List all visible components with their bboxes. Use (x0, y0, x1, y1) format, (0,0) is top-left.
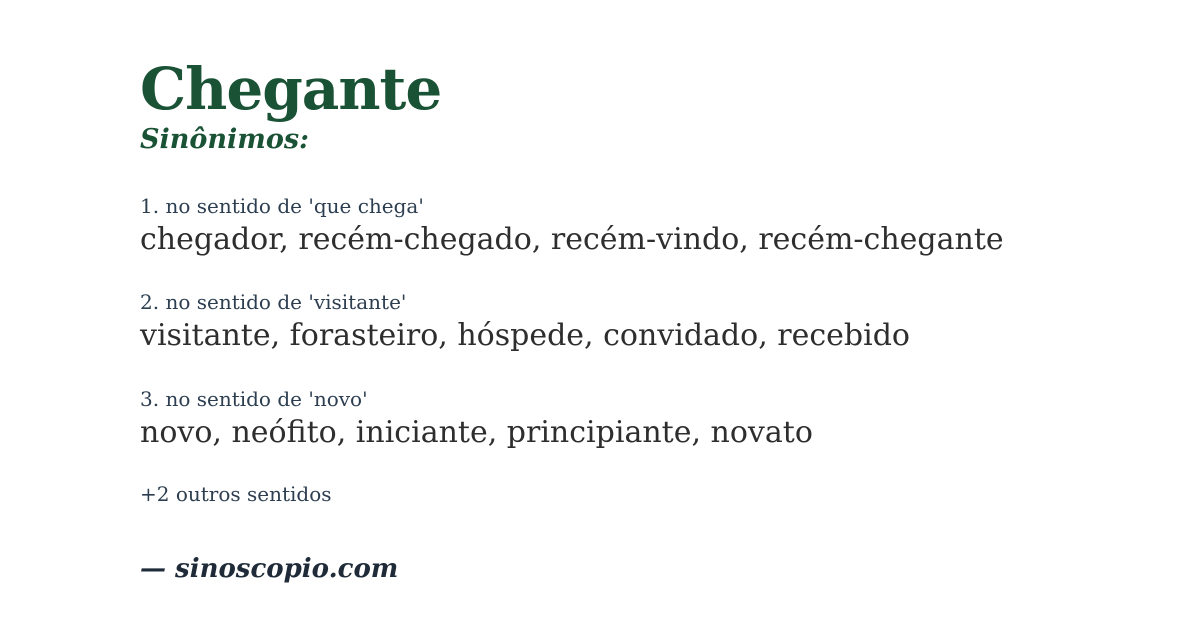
synonyms-subtitle: Sinônimos: (140, 123, 310, 155)
source-attribution: — sinoscopio.com (140, 554, 399, 585)
sense-item-2 (140, 289, 1140, 357)
word-title: Chegante (140, 55, 442, 123)
sense-label: 1. no sentido de 'que chega' (140, 193, 424, 218)
sense-label: 3. no sentido de 'novo' (140, 386, 368, 411)
sense-label: 2. no sentido de 'visitante' (140, 290, 407, 315)
sense-item-3 (140, 386, 1140, 454)
sense-item-1 (140, 193, 1140, 261)
sense-synonyms: chegador, recém-chegado, recém-vindo, recém-chegante (140, 221, 1004, 257)
more-senses-note: +2 outros sentidos (140, 482, 332, 507)
sense-synonyms: novo, neófito, iniciante, principiante, novato (140, 414, 813, 450)
senses-list (140, 193, 1140, 454)
sense-synonyms: visitante, forasteiro, hóspede, convidado, recebido (140, 318, 910, 354)
